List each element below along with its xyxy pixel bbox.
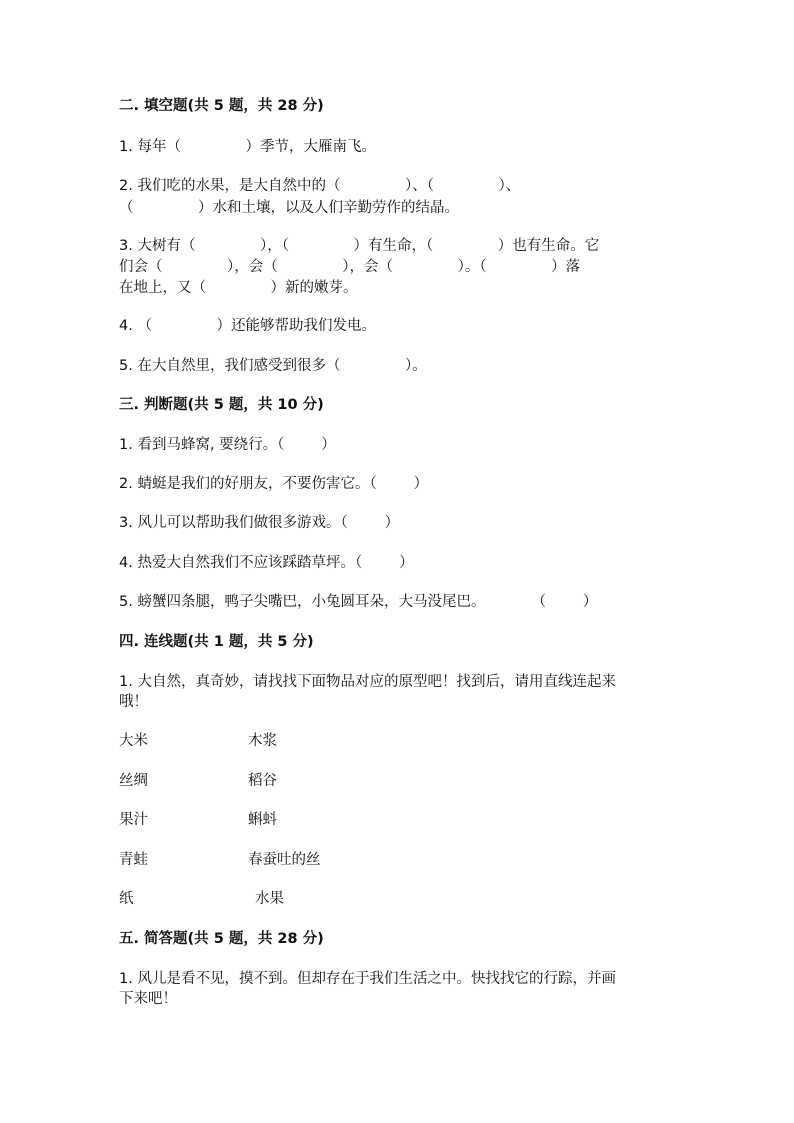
match-right-item: 春蚕吐的丝 — [248, 852, 321, 868]
judge-question-1: 1. 看到马蜂窝, 要绕行。（ ） — [119, 437, 336, 453]
short-question-line-1: 1. 风儿是看不见，摸不到。但却存在于我们生活之中。快找找它的行踪，并画 — [119, 971, 616, 987]
match-question-line-2: 哦！ — [119, 694, 148, 710]
fill-question-2-line-1: 2. 我们吃的水果，是大自然中的（ ）、（ ）、 — [119, 178, 521, 194]
fill-question-5: 5. 在大自然里，我们感受到很多（ ）。 — [119, 358, 427, 374]
match-left-item: 丝绸 — [119, 773, 148, 789]
judge-question-5: 5. 螃蟹四条腿，鸭子尖嘴巴，小兔圆耳朵，大马没尾巴。 （ ） — [119, 594, 598, 610]
match-left-item: 大米 — [119, 733, 148, 749]
match-right-item: 蝌蚪 — [248, 812, 277, 828]
match-right-item: 稻谷 — [248, 773, 277, 789]
match-left-item: 纸 — [119, 891, 134, 907]
match-left-item: 青蛙 — [119, 852, 148, 868]
match-right-item: 水果 — [255, 891, 284, 907]
judge-question-2: 2. 蜻蜓是我们的好朋友，不要伤害它。（ ） — [119, 476, 429, 492]
fill-question-2-line-2: （ ）水和土壤，以及人们辛勤劳作的结晶。 — [119, 200, 460, 216]
section-heading-short: 五. 简答题(共 5 题，共 28 分) — [119, 931, 324, 947]
fill-question-4: 4. （ ）还能够帮助我们发电。 — [119, 318, 376, 334]
fill-question-1: 1. 每年（ ）季节，大雁南飞。 — [119, 139, 376, 155]
section-heading-fill: 二. 填空题(共 5 题，共 28 分) — [119, 98, 324, 114]
section-heading-match: 四. 连线题(共 1 题，共 5 分) — [119, 634, 314, 650]
match-question-line-1: 1. 大自然，真奇妙，请找找下面物品对应的原型吧！找到后，请用直线连起来 — [119, 674, 616, 690]
match-right-item: 木浆 — [248, 733, 277, 749]
fill-question-3-line-3: 在地上，又（ ）新的嫩芽。 — [119, 280, 358, 296]
match-left-item: 果汁 — [119, 812, 148, 828]
fill-question-3-line-1: 3. 大树有（ ），（ ）有生命，（ ）也有生命。它 — [119, 238, 600, 254]
judge-question-4: 4. 热爱大自然我们不应该踩踏草坪。（ ） — [119, 555, 414, 571]
short-question-line-2: 下来吧！ — [119, 991, 177, 1007]
section-heading-judge: 三. 判断题(共 5 题，共 10 分) — [119, 397, 324, 413]
judge-question-3: 3. 风儿可以帮助我们做很多游戏。（ ） — [119, 515, 400, 531]
fill-question-3-line-2: 们会（ ），会（ ），会（ ）。（ ）落 — [119, 259, 581, 275]
